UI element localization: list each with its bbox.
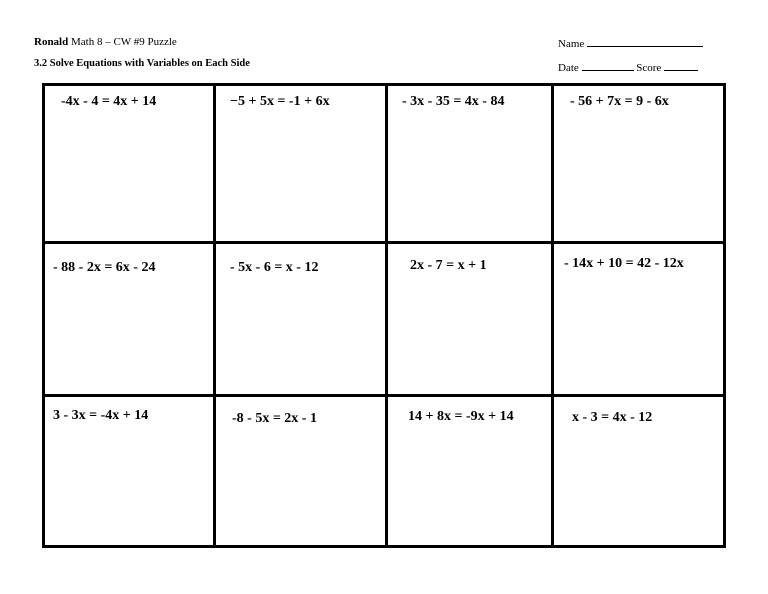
name-field[interactable] <box>587 35 703 47</box>
equation: -4x - 4 = 4x + 14 <box>61 94 157 109</box>
equation: −5 + 5x = -1 + 6x <box>230 94 330 109</box>
date-field[interactable] <box>582 59 634 71</box>
equation: -8 - 5x = 2x - 1 <box>232 411 317 426</box>
student-info <box>558 35 703 75</box>
puzzle-cell[interactable] <box>216 86 388 244</box>
equation: - 3x - 35 = 4x - 84 <box>402 94 505 109</box>
puzzle-cell[interactable] <box>388 397 554 545</box>
equation: 2x - 7 = x + 1 <box>410 258 487 273</box>
score-label: Score <box>636 62 662 74</box>
puzzle-cell[interactable] <box>216 244 388 397</box>
equation: - 5x - 6 = x - 12 <box>230 260 319 275</box>
equation: x - 3 = 4x - 12 <box>572 410 653 425</box>
score-field[interactable] <box>664 59 698 71</box>
course-title: Math 8 – CW #9 Puzzle <box>71 36 177 48</box>
name-label: Name <box>558 38 585 50</box>
date-label: Date <box>558 62 579 74</box>
puzzle-cell[interactable] <box>554 86 723 244</box>
name-row <box>558 35 703 51</box>
equation: - 14x + 10 = 42 - 12x <box>564 256 684 271</box>
puzzle-cell[interactable] <box>45 86 216 244</box>
course-line <box>34 35 250 49</box>
puzzle-cell[interactable] <box>216 397 388 545</box>
puzzle-cell[interactable] <box>388 86 554 244</box>
equation: - 88 - 2x = 6x - 24 <box>53 260 156 275</box>
teacher-name: Ronald <box>34 36 69 48</box>
puzzle-cell[interactable] <box>554 244 723 397</box>
equation: 3 - 3x = -4x + 14 <box>53 408 149 423</box>
puzzle-cell[interactable] <box>45 397 216 545</box>
equation: 14 + 8x = -9x + 14 <box>408 409 514 424</box>
puzzle-cell[interactable] <box>388 244 554 397</box>
date-score-row <box>558 59 703 75</box>
worksheet-header <box>34 35 250 71</box>
lesson-title: 3.2 Solve Equations with Variables on Each Side <box>34 58 250 69</box>
puzzle-cell[interactable] <box>554 397 723 545</box>
puzzle-cell[interactable] <box>45 244 216 397</box>
puzzle-grid <box>42 83 726 548</box>
equation: - 56 + 7x = 9 - 6x <box>570 94 669 109</box>
